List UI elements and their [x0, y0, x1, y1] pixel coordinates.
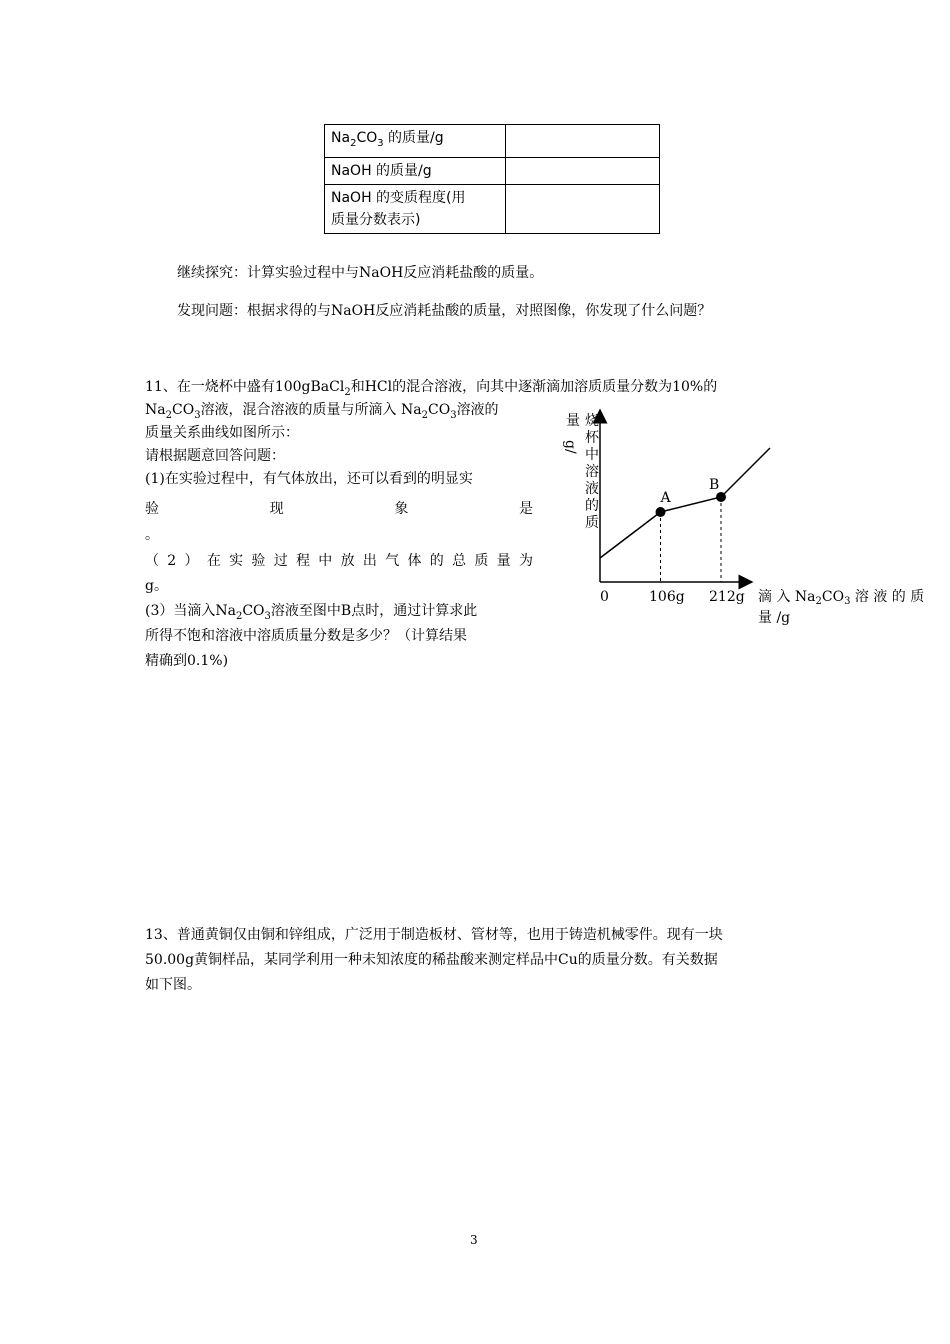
series-line	[600, 448, 770, 558]
q11-char: 实	[229, 553, 244, 569]
y-axis-char: 中	[585, 447, 599, 463]
table-cell-label: $Na_2CO_3$ 的质量/g	[325, 125, 506, 158]
table-cell-label	[325, 184, 506, 233]
q11-char: ）	[184, 553, 199, 569]
q11-char: 中	[318, 553, 333, 569]
q11-char: 总	[452, 553, 467, 569]
results-table	[324, 124, 660, 234]
q11-word: 象	[394, 501, 409, 517]
data-point-b	[716, 492, 726, 502]
q11-char: 气	[385, 553, 400, 569]
q13-line2: 50.00g黄铜样品，某同学利用一种未知浓度的稀盐酸来测定样品中Cu的质量分数。有关数据	[145, 952, 718, 968]
table-cell-label-line: 质量分数表示)	[331, 211, 421, 228]
q11-char: 体	[407, 553, 422, 569]
q11-line11: 所得不饱和溶液中溶质质量分数是多少？（计算结果	[145, 628, 467, 644]
x-tick-label: 0	[600, 589, 609, 605]
q13-line3: 如下图。	[145, 977, 201, 993]
q11-char: 放	[340, 553, 355, 569]
q11-line8	[145, 550, 533, 573]
mass-chart	[540, 400, 945, 635]
q11-char: 过	[273, 553, 288, 569]
y-axis-label	[562, 412, 600, 531]
y-axis-char: 溶	[585, 464, 599, 480]
table-cell-label: NaOH 的质量/g	[325, 157, 506, 184]
y-axis-char: 杯	[585, 430, 599, 446]
q11-char: 量	[496, 553, 511, 569]
y-axis-char: 烧	[585, 413, 599, 429]
q11-char: 为	[518, 553, 533, 569]
y-axis-char: 的	[585, 498, 599, 514]
table-cell-value	[506, 157, 660, 184]
q11-line5: (1)在实验过程中，有气体放出，还可以看到的明显实	[145, 471, 473, 487]
q11-char: 验	[251, 553, 266, 569]
table-cell-label-line: NaOH 的变质程度(用	[331, 189, 466, 206]
y-axis-label-part: 量	[566, 413, 580, 429]
q11-word: 现	[269, 501, 284, 517]
continue-explore-text: 继续探究：计算实验过程中与NaOH反应消耗盐酸的质量。	[177, 265, 544, 281]
q11-char: 出	[362, 553, 377, 569]
q11-line9: g。	[145, 578, 168, 594]
data-point-a	[656, 507, 666, 517]
y-axis-char: 质	[585, 515, 599, 531]
q11-char: 的	[429, 553, 444, 569]
q13-line1: 13、普通黄铜仅由铜和锌组成，广泛用于制造板材、管材等，也用于铸造机械零件。现有一块	[145, 927, 723, 943]
table-row	[325, 184, 660, 233]
table-cell-value	[506, 184, 660, 233]
table-row	[325, 125, 660, 158]
table-row	[325, 157, 660, 184]
q11-char: 程	[296, 553, 310, 569]
q11-char: （	[145, 553, 159, 569]
q11-line7: 。	[145, 527, 159, 543]
q11-line6	[145, 498, 533, 521]
y-axis-char: 液	[585, 481, 599, 497]
table-cell-value	[506, 125, 660, 158]
q11-word: 验	[145, 501, 159, 517]
q11-line4: 请根据题意回答问题：	[145, 448, 285, 464]
point-label-a: A	[660, 490, 671, 506]
x-tick-label: 212g	[709, 589, 745, 605]
point-label-b: B	[709, 477, 720, 493]
q11-line12: 精确到0.1%)	[145, 653, 229, 669]
x-axis-label-cont: 量 /g	[758, 610, 791, 626]
x-tick-label: 106g	[649, 589, 685, 605]
q11-line1: 11、在一烧杯中盛有100gBaCl$_2$和HCl的混合溶液，向其中逐渐滴加溶质质量分数为10%的	[145, 379, 718, 398]
q11-char: 在	[206, 553, 221, 569]
q11-line3: 质量关系曲线如图所示：	[145, 425, 299, 441]
q11-char: 2	[167, 553, 177, 569]
q11-line2: $Na_2CO_3$溶液，混合溶液的质量与所滴入 $Na_2CO_3$溶液的	[145, 402, 499, 421]
page-number: 3	[470, 1233, 478, 1247]
found-problem-text: 发现问题：根据求得的与NaOH反应消耗盐酸的质量，对照图像，你发现了什么问题？	[177, 303, 712, 319]
x-axis-label: 滴 入 $Na_2CO_3$ 溶 液 的 质	[758, 589, 925, 607]
q11-word: 是	[518, 501, 533, 517]
q11-char: 质	[474, 553, 489, 569]
q11-line10: (3）当滴入$Na_2CO_3$溶液至图中B点时，通过计算求此	[145, 603, 478, 622]
y-axis-unit: g/	[562, 440, 578, 454]
